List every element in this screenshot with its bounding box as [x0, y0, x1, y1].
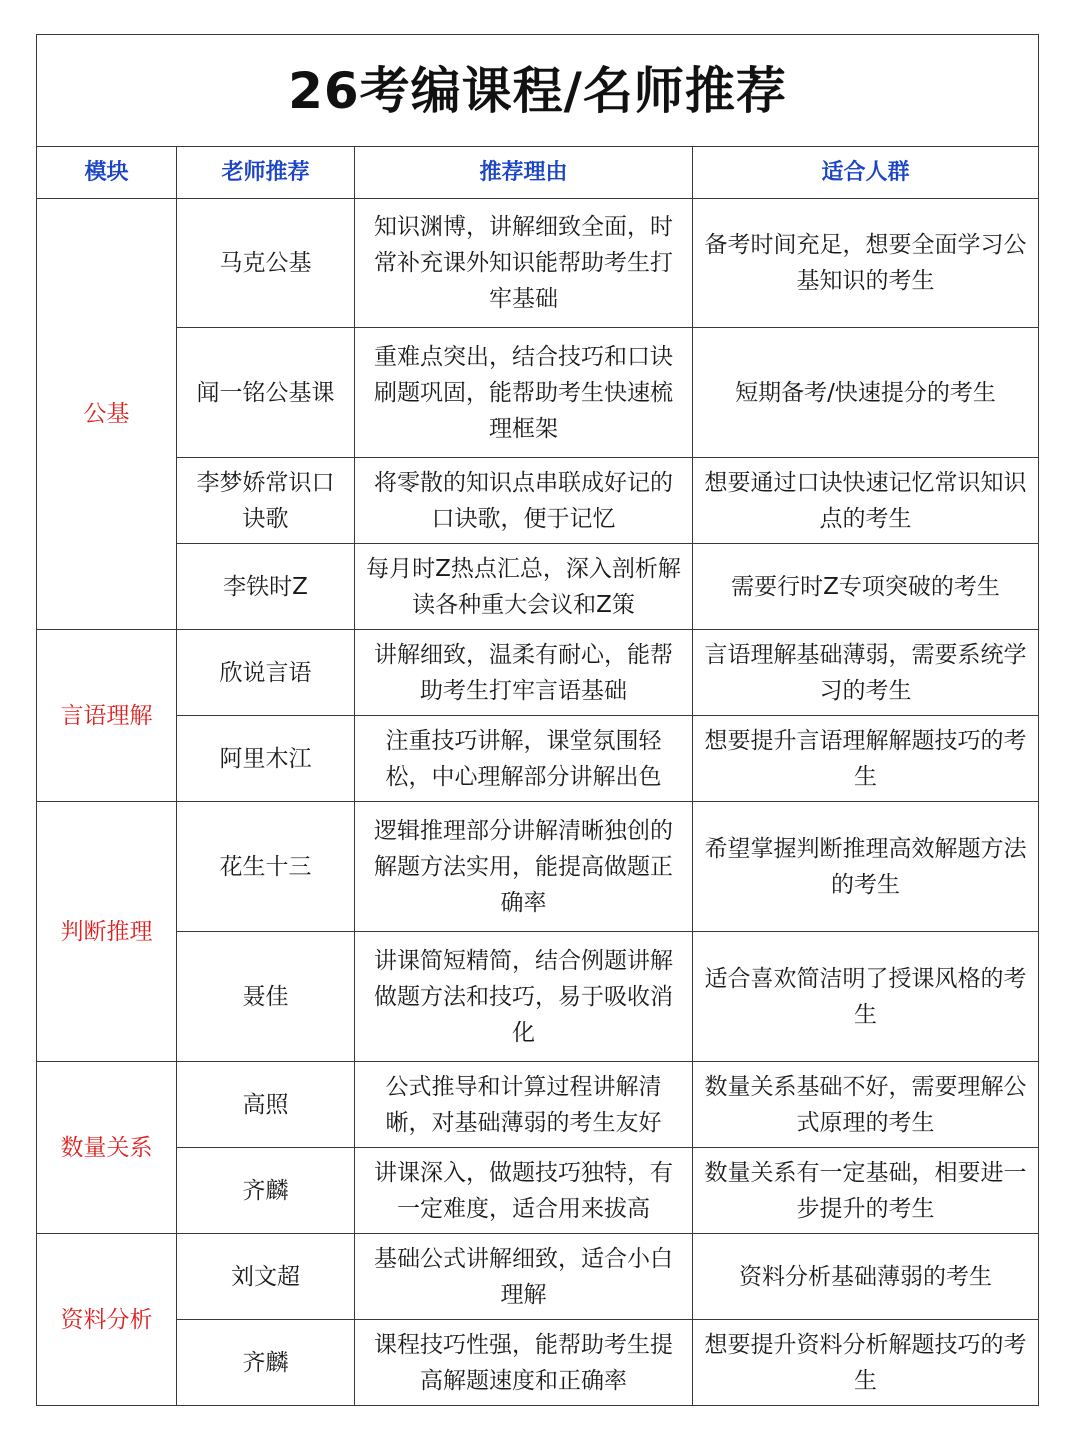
header-teacher: 老师推荐: [177, 147, 355, 199]
teacher-cell: 刘文超: [177, 1234, 355, 1320]
table-row: [37, 544, 1039, 630]
teacher-cell: 齐麟: [177, 1320, 355, 1406]
table-row: [37, 802, 1039, 932]
table-row: [37, 458, 1039, 544]
reason-cell: 重难点突出，结合技巧和口诀刷题巩固，能帮助考生快速梳理框架: [355, 328, 693, 458]
audience-cell: 数量关系基础不好，需要理解公式原理的考生: [693, 1062, 1039, 1148]
reason-cell: 注重技巧讲解，课堂氛围轻松，中心理解部分讲解出色: [355, 716, 693, 802]
module-cell: 公基: [37, 199, 177, 630]
reason-cell: 课程技巧性强，能帮助考生提高解题速度和正确率: [355, 1320, 693, 1406]
header-row: [37, 147, 1039, 199]
table-row: [37, 630, 1039, 716]
module-cell: 数量关系: [37, 1062, 177, 1234]
teacher-cell: 聂佳: [177, 932, 355, 1062]
table-row: [37, 716, 1039, 802]
header-module: 模块: [37, 147, 177, 199]
audience-cell: 想要提升言语理解解题技巧的考生: [693, 716, 1039, 802]
table-row: [37, 1320, 1039, 1406]
audience-cell: 短期备考/快速提分的考生: [693, 328, 1039, 458]
table-row: [37, 932, 1039, 1062]
reason-cell: 基础公式讲解细致，适合小白理解: [355, 1234, 693, 1320]
table-row: [37, 1234, 1039, 1320]
teacher-cell: 齐麟: [177, 1148, 355, 1234]
reason-cell: 讲课深入，做题技巧独特，有一定难度，适合用来拔高: [355, 1148, 693, 1234]
teacher-cell: 马克公基: [177, 199, 355, 328]
reason-cell: 讲课简短精简，结合例题讲解做题方法和技巧，易于吸收消化: [355, 932, 693, 1062]
audience-cell: 资料分析基础薄弱的考生: [693, 1234, 1039, 1320]
audience-cell: 想要通过口诀快速记忆常识知识点的考生: [693, 458, 1039, 544]
table-row: [37, 1148, 1039, 1234]
module-cell: 资料分析: [37, 1234, 177, 1406]
audience-cell: 言语理解基础薄弱，需要系统学习的考生: [693, 630, 1039, 716]
header-reason: 推荐理由: [355, 147, 693, 199]
teacher-cell: 高照: [177, 1062, 355, 1148]
reason-cell: 将零散的知识点串联成好记的口诀歌，便于记忆: [355, 458, 693, 544]
reason-cell: 知识渊博，讲解细致全面，时常补充课外知识能帮助考生打牢基础: [355, 199, 693, 328]
page-title: 26考编课程/名师推荐: [37, 35, 1039, 147]
table-row: [37, 1062, 1039, 1148]
recommendation-table: [36, 34, 1039, 1406]
teacher-cell: 李铁时Z: [177, 544, 355, 630]
audience-cell: 备考时间充足，想要全面学习公基知识的考生: [693, 199, 1039, 328]
teacher-cell: 花生十三: [177, 802, 355, 932]
module-cell: 言语理解: [37, 630, 177, 802]
teacher-cell: 李梦娇常识口诀歌: [177, 458, 355, 544]
header-audience: 适合人群: [693, 147, 1039, 199]
teacher-cell: 阿里木江: [177, 716, 355, 802]
audience-cell: 需要行时Z专项突破的考生: [693, 544, 1039, 630]
table-row: [37, 328, 1039, 458]
reason-cell: 讲解细致，温柔有耐心，能帮助考生打牢言语基础: [355, 630, 693, 716]
recommendation-sheet: [36, 34, 1038, 1406]
audience-cell: 希望掌握判断推理高效解题方法的考生: [693, 802, 1039, 932]
module-cell: 判断推理: [37, 802, 177, 1062]
reason-cell: 公式推导和计算过程讲解清晰，对基础薄弱的考生友好: [355, 1062, 693, 1148]
reason-cell: 逻辑推理部分讲解清晰独创的解题方法实用，能提高做题正确率: [355, 802, 693, 932]
reason-cell: 每月时Z热点汇总，深入剖析解读各种重大会议和Z策: [355, 544, 693, 630]
audience-cell: 想要提升资料分析解题技巧的考生: [693, 1320, 1039, 1406]
teacher-cell: 闻一铭公基课: [177, 328, 355, 458]
teacher-cell: 欣说言语: [177, 630, 355, 716]
audience-cell: 数量关系有一定基础，相要进一步提升的考生: [693, 1148, 1039, 1234]
audience-cell: 适合喜欢简洁明了授课风格的考生: [693, 932, 1039, 1062]
table-row: [37, 199, 1039, 328]
